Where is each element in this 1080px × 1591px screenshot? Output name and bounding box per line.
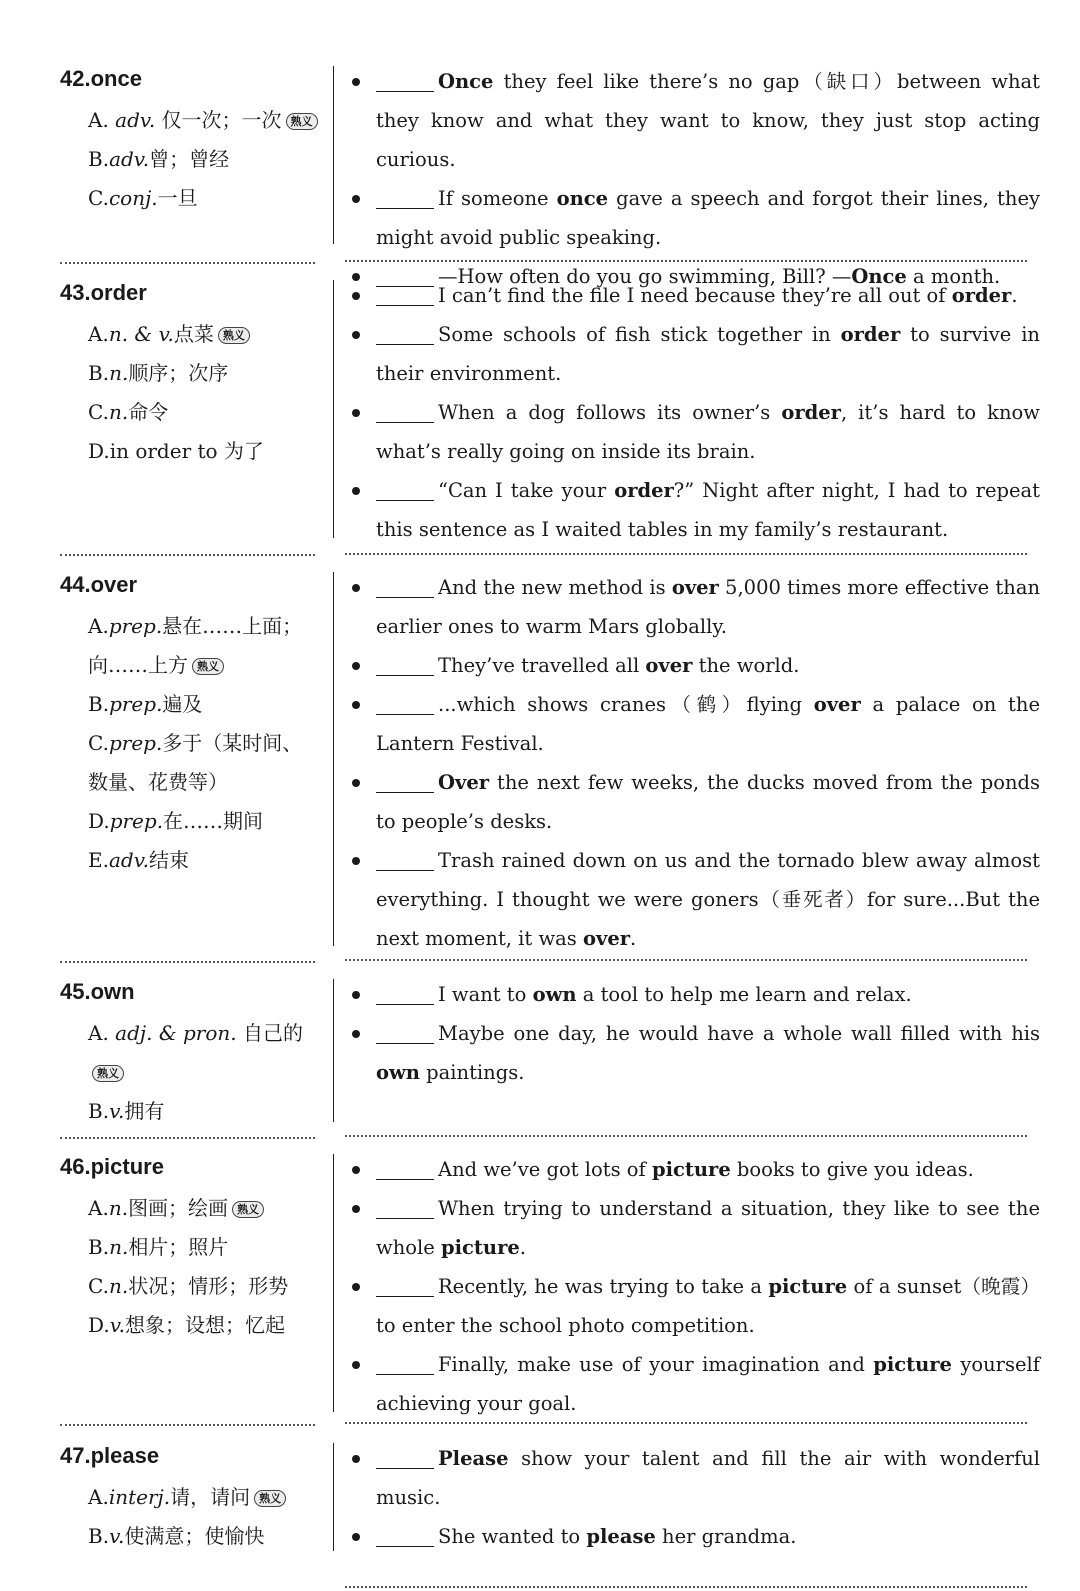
keyword: over: [582, 927, 631, 950]
example-sentence: Please show your talent and fill the air with wonderful music.: [350, 1439, 1040, 1517]
bullet-icon: [352, 1361, 360, 1369]
keyword: Over: [438, 771, 489, 794]
answer-blank[interactable]: [376, 478, 434, 501]
answer-blank[interactable]: [376, 1446, 434, 1469]
bullet-icon: [352, 78, 360, 86]
example-sentence: Over the next few weeks, the ducks moved from the ponds to people’s desks.: [350, 763, 1040, 841]
column-divider: [333, 280, 334, 538]
entry-headword: 43.order: [60, 280, 147, 305]
example-sentence: Recently, he was trying to take a picture of a sunset（晚霞）to enter the school photo competition.: [350, 1267, 1040, 1345]
common-meaning-badge: 熟义: [232, 1201, 264, 1218]
separator-right: [345, 553, 1027, 555]
example-sentence: When trying to understand a situation, they like to see the whole picture.: [350, 1189, 1040, 1267]
part-of-speech: n.: [108, 400, 129, 424]
separator-right: [345, 1586, 1027, 1588]
keyword: Please: [438, 1447, 509, 1470]
sense-item: D.in order to 为了: [88, 439, 264, 463]
part-of-speech: adj. & pron.: [115, 1021, 237, 1045]
entry-examples: [350, 276, 1040, 549]
answer-blank[interactable]: [376, 653, 434, 676]
separator-left: [60, 961, 315, 963]
keyword: once: [556, 187, 609, 210]
keyword: picture: [768, 1275, 848, 1298]
part-of-speech: prep.: [109, 692, 163, 716]
bullet-icon: [352, 1283, 360, 1291]
sense-item: B.n.顺序；次序: [88, 361, 229, 385]
sense-item: A. adv. 仅一次；一次 熟义: [88, 101, 322, 140]
bullet-icon: [352, 331, 360, 339]
sense-item: A. adj. & pron. 自己的熟义: [88, 1021, 303, 1080]
keyword: over: [645, 654, 693, 677]
entry-senses: [60, 1150, 322, 1345]
column-divider: [333, 1443, 334, 1551]
example-sentence: If someone once gave a speech and forgot their lines, they might avoid public speaking.: [350, 179, 1040, 257]
sense-item: B.v.使满意；使愉快: [88, 1524, 265, 1548]
entry-examples: [350, 1150, 1040, 1423]
sense-item: B.adv.曾；曾经: [88, 147, 230, 171]
common-meaning-badge: 熟义: [192, 658, 224, 675]
entry-headword: 42.once: [60, 66, 142, 91]
column-divider: [333, 66, 334, 244]
answer-blank[interactable]: [376, 1352, 434, 1375]
part-of-speech: v.: [109, 1099, 125, 1123]
keyword: picture: [873, 1353, 952, 1376]
bullet-icon: [352, 195, 360, 203]
sense-item: A.interj.请，请问 熟义: [88, 1478, 322, 1517]
example-sentence: They’ve travelled all over the world.: [350, 646, 1040, 685]
bullet-icon: [352, 991, 360, 999]
answer-blank[interactable]: [376, 400, 434, 423]
example-sentence: She wanted to please her grandma.: [350, 1517, 1040, 1556]
answer-blank[interactable]: [376, 1524, 434, 1547]
entry-headword: 46.picture: [60, 1154, 164, 1179]
bullet-icon: [352, 1205, 360, 1213]
part-of-speech: n.: [108, 1196, 129, 1220]
part-of-speech: v.: [109, 1313, 125, 1337]
part-of-speech: interj.: [108, 1485, 171, 1509]
keyword: order: [951, 284, 1012, 307]
entry-senses: [60, 1439, 322, 1556]
entry-senses: [60, 276, 322, 471]
entry-senses: [60, 62, 322, 218]
entry-examples: [350, 975, 1040, 1092]
entry-senses: [60, 568, 322, 880]
part-of-speech: n. & v.: [108, 322, 174, 346]
keyword: Once: [851, 265, 907, 288]
separator-left: [60, 554, 315, 556]
separator-right: [345, 959, 1027, 961]
entry-headword: 47.please: [60, 1443, 160, 1468]
part-of-speech: prep.: [108, 614, 163, 638]
separator-left: [60, 1137, 315, 1139]
sense-item: D.prep.在……期间: [88, 809, 264, 833]
answer-blank[interactable]: [376, 186, 434, 209]
answer-blank[interactable]: [376, 1157, 434, 1180]
sense-item: C.n.命令: [88, 400, 169, 424]
bullet-icon: [352, 701, 360, 709]
example-sentence: And we’ve got lots of picture books to give you ideas.: [350, 1150, 1040, 1189]
example-sentence: I want to own a tool to help me learn and relax.: [350, 975, 1040, 1014]
separator-right: [345, 1422, 1027, 1424]
entry-senses: [60, 975, 322, 1131]
keyword: picture: [440, 1236, 520, 1259]
keyword: own: [532, 983, 577, 1006]
answer-blank[interactable]: [376, 982, 434, 1005]
separator-left: [60, 262, 315, 264]
example-sentence: And the new method is over 5,000 times more effective than earlier ones to warm Mars globally.: [350, 568, 1040, 646]
answer-blank[interactable]: [376, 69, 434, 92]
keyword: order: [781, 401, 841, 424]
separator-right: [345, 1135, 1027, 1137]
common-meaning-badge: 熟义: [92, 1065, 124, 1082]
answer-blank[interactable]: [376, 692, 434, 715]
part-of-speech: n.: [108, 1274, 129, 1298]
keyword: order: [840, 323, 901, 346]
answer-blank[interactable]: [376, 322, 434, 345]
column-divider: [333, 572, 334, 946]
answer-blank[interactable]: [376, 848, 434, 871]
common-meaning-badge: 熟义: [286, 113, 318, 130]
part-of-speech: n.: [109, 361, 129, 385]
sense-item: C.conj.一旦: [88, 186, 198, 210]
example-sentence: Finally, make use of your imagination and picture yourself achieving your goal.: [350, 1345, 1040, 1423]
keyword: over: [813, 693, 861, 716]
answer-blank[interactable]: [376, 1274, 434, 1297]
sense-item: D.v.想象；设想；忆起: [88, 1313, 285, 1337]
part-of-speech: v.: [109, 1524, 125, 1548]
sense-item: E.adv.结束: [88, 848, 189, 872]
bullet-icon: [352, 857, 360, 865]
example-sentence: Once they feel like there’s no gap（缺口）between what they know and what they want to know, they just stop acting curious.: [350, 62, 1040, 179]
part-of-speech: adv.: [109, 147, 150, 171]
sense-item: B.prep.遍及: [88, 692, 203, 716]
bullet-icon: [352, 1533, 360, 1541]
entry-examples: [350, 568, 1040, 958]
part-of-speech: conj.: [108, 186, 158, 210]
keyword: please: [586, 1525, 656, 1548]
answer-blank[interactable]: [376, 283, 434, 306]
sense-item: C.n.状况；情形；形势: [88, 1274, 289, 1298]
part-of-speech: prep.: [109, 809, 164, 833]
separator-left: [60, 1424, 315, 1426]
entry-headword: 44.over: [60, 572, 138, 597]
bullet-icon: [352, 779, 360, 787]
bullet-icon: [352, 292, 360, 300]
bullet-icon: [352, 409, 360, 417]
column-divider: [333, 979, 334, 1122]
entry-headword: 45.own: [60, 979, 135, 1004]
part-of-speech: prep.: [108, 731, 163, 755]
column-divider: [333, 1154, 334, 1412]
bullet-icon: [352, 487, 360, 495]
bullet-icon: [352, 584, 360, 592]
part-of-speech: adv.: [108, 848, 149, 872]
keyword: picture: [651, 1158, 731, 1181]
separator-right: [345, 260, 1027, 262]
example-sentence: ...which shows cranes（鹤）flying over a palace on the Lantern Festival.: [350, 685, 1040, 763]
example-sentence: “Can I take your order?” Night after night, I had to repeat this sentence as I waited tables in my family’s restaurant.: [350, 471, 1040, 549]
sense-item: C.prep.多于（某时间、数量、花费等）: [88, 731, 303, 794]
entry-examples: [350, 1439, 1040, 1556]
answer-blank[interactable]: [376, 1196, 434, 1219]
answer-blank[interactable]: [376, 770, 434, 793]
part-of-speech: n.: [109, 1235, 129, 1259]
common-meaning-badge: 熟义: [218, 327, 250, 344]
keyword: Once: [438, 70, 494, 93]
example-sentence: Trash rained down on us and the tornado blew away almost everything. I thought we were goners（垂死者）for sure...But the next moment, it was over.: [350, 841, 1040, 958]
part-of-speech: adv.: [115, 108, 156, 132]
sense-item: A.n. & v.点菜 熟义: [88, 315, 322, 354]
bullet-icon: [352, 1030, 360, 1038]
keyword: own: [376, 1061, 420, 1084]
answer-blank[interactable]: [376, 575, 434, 598]
example-sentence: Maybe one day, he would have a whole wall filled with his own paintings.: [350, 1014, 1040, 1092]
sense-item: A.prep.悬在……上面；向……上方 熟义: [88, 614, 303, 677]
bullet-icon: [352, 1455, 360, 1463]
keyword: order: [614, 479, 674, 502]
common-meaning-badge: 熟义: [254, 1490, 286, 1507]
example-sentence: Some schools of fish stick together in order to survive in their environment.: [350, 315, 1040, 393]
example-sentence: When a dog follows its owner’s order, it’s hard to know what’s really going on inside its brain.: [350, 393, 1040, 471]
bullet-icon: [352, 1166, 360, 1174]
sense-item: A.n.图画；绘画 熟义: [88, 1189, 322, 1228]
example-sentence: I can’t find the file I need because they’re all out of order.: [350, 276, 1040, 315]
keyword: over: [671, 576, 719, 599]
sense-item: B.v.拥有: [88, 1099, 165, 1123]
sense-item: B.n.相片；照片: [88, 1235, 229, 1259]
bullet-icon: [352, 662, 360, 670]
example-sentence: —How often do you go swimming, Bill? —Once a month.: [350, 257, 1040, 296]
answer-blank[interactable]: [376, 1021, 434, 1044]
